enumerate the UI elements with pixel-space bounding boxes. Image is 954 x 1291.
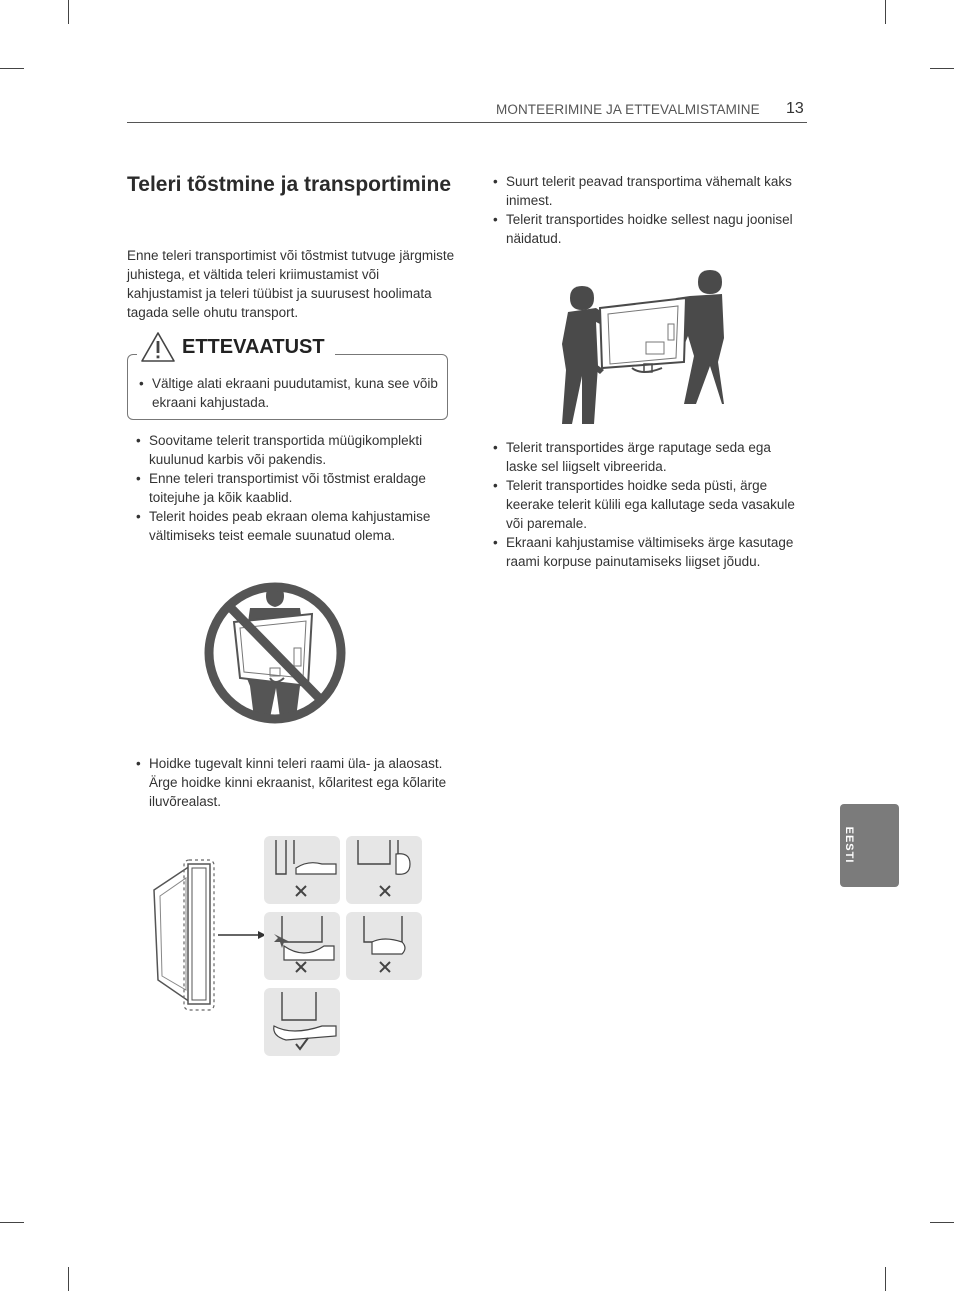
- crop-mark: [885, 1267, 886, 1291]
- list-item: • Soovitame telerit transportida müügikomplekti kuulunud karbis või pakendis.: [136, 431, 454, 469]
- crop-mark: [930, 68, 954, 69]
- page-number: 13: [786, 100, 804, 117]
- crop-mark: [885, 0, 886, 24]
- list-item: • Ekraani kahjustamise vältimiseks ärge kasutage raami korpuse painutamiseks liigset jõudu.: [493, 533, 803, 571]
- caution-title: ETTEVAATUST: [182, 335, 325, 358]
- grip-panel: [264, 836, 340, 904]
- crop-mark: [68, 1267, 69, 1291]
- caution-header: [137, 330, 335, 364]
- caution-list: [139, 374, 439, 412]
- list-item: • Telerit hoides peab ekraan olema kahjustamise vältimiseks teist eemale suunatud olema.: [136, 507, 454, 545]
- list-item: • Telerit transportides hoidke seda püsti, ärge keerake telerit külili ega kallutage seda vasakule või paremale.: [493, 476, 803, 533]
- two-person-list: [493, 172, 803, 248]
- two-person-carrying-illustration: [560, 264, 730, 426]
- header-section-title: MONTEERIMINE JA ETTEVALMISTAMINE: [496, 102, 760, 117]
- crop-mark: [68, 0, 69, 24]
- list-item: • Telerit transportides hoidke sellest nagu joonisel näidatud.: [493, 210, 803, 248]
- list-item: • Vältige alati ekraani puudutamist, kuna see võib ekraani kahjustada.: [139, 374, 439, 412]
- grip-panel: [264, 912, 340, 980]
- warning-triangle-icon: [140, 331, 176, 363]
- grip-panel: [264, 988, 340, 1056]
- transport-guidelines-list: [136, 431, 454, 545]
- grip-panel: [346, 836, 422, 904]
- crop-mark: [0, 68, 24, 69]
- list-item: • Suurt telerit peavad transportima vähemalt kaks inimest.: [493, 172, 803, 210]
- page-title: Teleri tõstmine ja transportimine: [127, 173, 452, 196]
- list-item: • Telerit transportides ärge raputage seda ega laske sel liigselt vibreerida.: [493, 438, 803, 476]
- list-item: • Enne teleri transportimist või tõstmist eraldage toitejuhe ja kõik kaablid.: [136, 469, 454, 507]
- handling-warnings-list: [493, 438, 803, 571]
- grip-panel: [346, 912, 422, 980]
- grip-positions-illustration: [150, 830, 430, 1060]
- list-item: • Hoidke tugevalt kinni teleri raami üla- ja alaosast. Ärge hoidke kinni ekraanist, kõlaritest ega kõlarite iluvõrealast.: [136, 754, 454, 811]
- intro-paragraph: Enne teleri transportimist või tõstmist tutvuge järgmiste juhistega, et vältida teleri kriimustamist või kahjustamist ja teleri tüübist ja suurusest hoolimata tagada selle ohutu transport.: [127, 248, 455, 320]
- crop-mark: [0, 1222, 24, 1223]
- crop-mark: [930, 1222, 954, 1223]
- grip-guidelines-list: [136, 754, 454, 811]
- header-divider: [127, 122, 807, 123]
- language-tab-label: EESTI: [843, 826, 855, 864]
- prohibited-carrying-illustration: [200, 578, 350, 728]
